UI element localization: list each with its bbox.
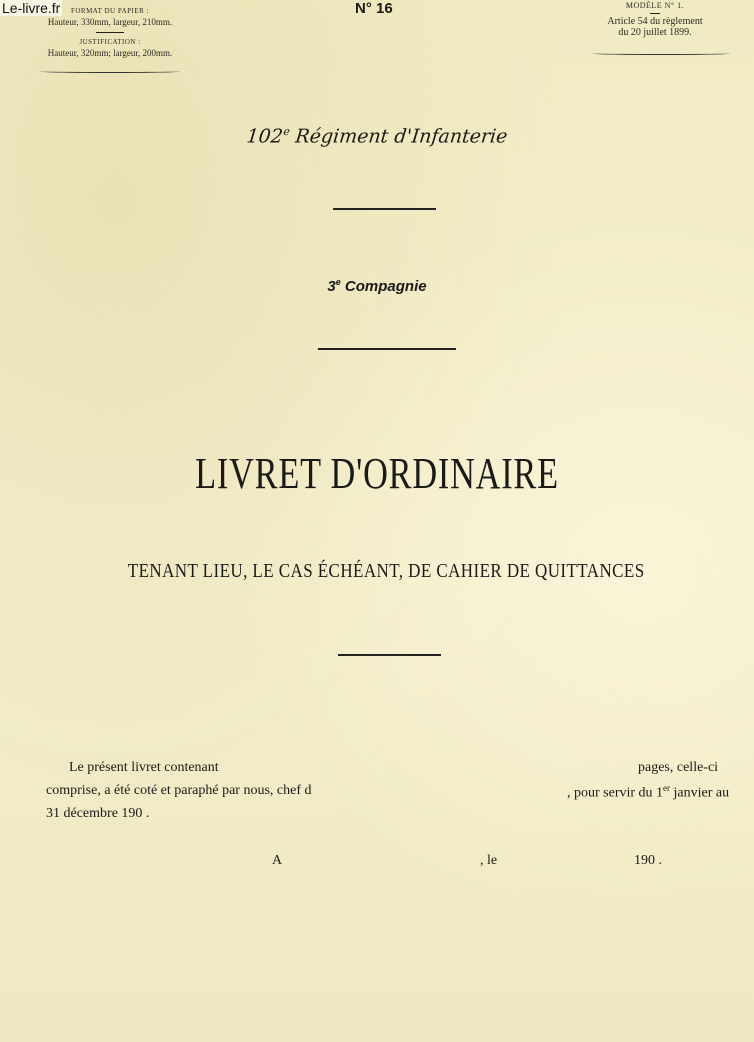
justification-heading: JUSTIFICATION : <box>79 38 141 46</box>
certification-line2-left: comprise, a été coté et paraphé par nous, chef d <box>46 783 312 798</box>
certification-line1-left: Le présent livret contenant <box>69 760 219 775</box>
model-number: MODÈLE N° 1. <box>625 1 685 10</box>
document-subtitle: TENANT LIEU, LE CAS ÉCHÉANT, DE CAHIER DE QUITTANCES <box>127 560 645 582</box>
certification-line3: 31 décembre 190 . <box>46 806 150 821</box>
certification-line2-right <box>567 783 729 802</box>
company-number: 3 <box>327 278 336 295</box>
certification-line2-sup: er <box>663 783 671 793</box>
document-title: LIVRET D'ORDINAIRE <box>195 449 559 498</box>
certification-line2-post: janvier au <box>670 785 730 801</box>
document-number: N° 16 <box>355 0 393 17</box>
watermark: Le-livre.fr <box>2 0 61 16</box>
model-reference-block <box>585 0 725 38</box>
certification-line2-pre: , pour servir du 1 <box>567 785 664 801</box>
divider-2 <box>318 348 456 350</box>
top-right-flourish <box>592 52 730 55</box>
company-name: Compagnie <box>344 278 427 295</box>
format-divider <box>96 32 124 33</box>
regiment-superscript: e <box>282 125 291 138</box>
regulation-article: Article 54 du règlement <box>607 16 703 27</box>
model-divider <box>650 13 660 14</box>
regulation-date: du 20 juillet 1899. <box>618 27 692 38</box>
paper-format-block <box>30 6 190 59</box>
divider-3 <box>338 654 441 656</box>
justification-value: Hauteur, 320mm; largeur, 200mm. <box>47 48 173 58</box>
divider-1 <box>333 208 436 210</box>
format-value: Hauteur, 330mm, largeur, 210mm. <box>47 17 173 27</box>
signature-date-le: , le <box>480 853 498 868</box>
company-superscript: e <box>335 277 341 287</box>
regiment-number: 102 <box>245 125 284 148</box>
regiment-heading <box>0 125 754 147</box>
top-left-flourish <box>40 70 180 73</box>
regiment-name: Régiment d'Infanterie <box>294 125 509 148</box>
signature-year: 190 . <box>634 853 662 868</box>
company-heading <box>0 277 754 295</box>
signature-place: A <box>272 853 283 868</box>
certification-line1-right: pages, celle-ci <box>638 760 719 775</box>
format-heading: FORMAT DU PAPIER : <box>70 7 150 15</box>
